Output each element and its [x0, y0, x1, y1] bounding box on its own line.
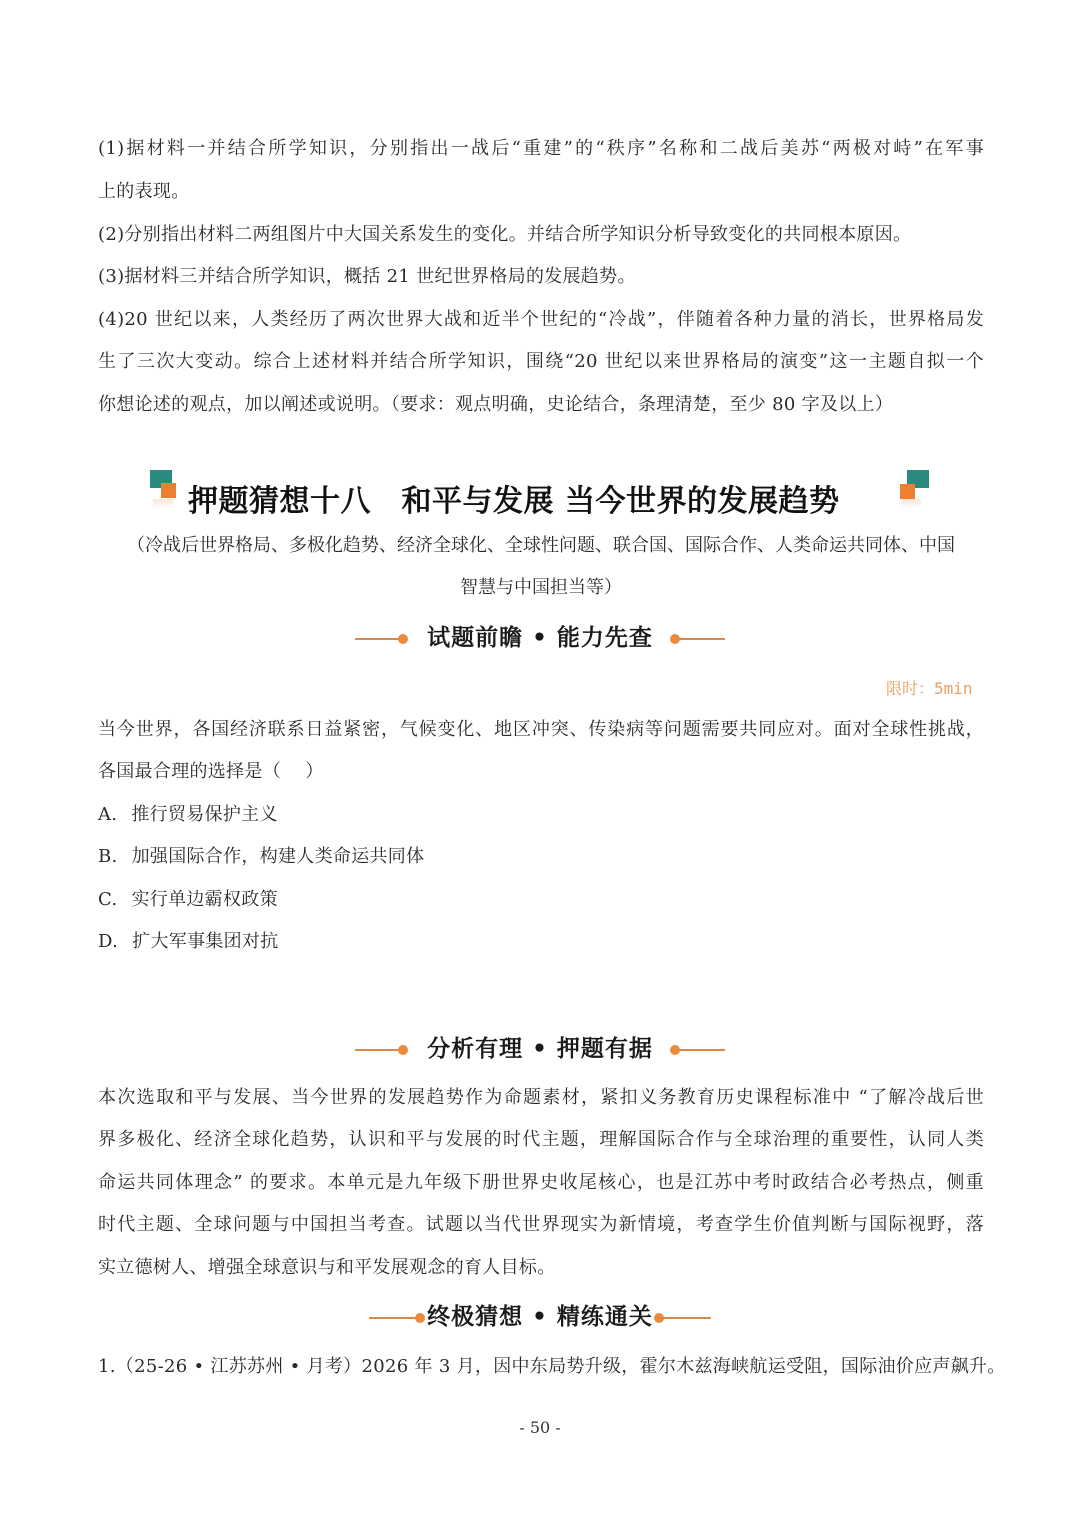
section-heading-preview — [0, 621, 1080, 657]
analysis-line-2: 界多极化、经济全球化趋势，认识和平与发展的时代主题，理解国际合作与全球治理的重要性，认同人类 — [98, 1129, 984, 1150]
preview-question-line-1: 当今世界，各国经济联系日益紧密，气候变化、地区冲突、传染病等问题需要共同应对。面对全球性挑战， — [98, 719, 984, 740]
topic-title-block — [0, 468, 1080, 524]
question-part-1-line-2: 上的表现。 — [98, 181, 190, 202]
question-part-4-line-1: (4)20 世纪以来，人类经历了两次世界大战和近半个世纪的“冷战”，伴随着各种力量的消长，世界格局发 — [98, 309, 984, 330]
decorative-line — [661, 1317, 711, 1319]
decorative-line — [677, 1049, 725, 1051]
topic-subtitle-line-1: （冷战后世界格局、多极化趋势、经济全球化、全球性问题、联合国、国际合作、人类命运共同体、中国 — [127, 535, 955, 556]
square-decoration-icon — [898, 470, 930, 510]
question-part-1-line-1: (1)据材料一并结合所学知识，分别指出一战后“重建”的“秩序”名称和二战后美苏“两极对峙”在军事 — [98, 138, 984, 159]
time-limit: 限时：5min — [886, 679, 973, 698]
option-label: B. — [98, 846, 118, 867]
analysis-line-4: 时代主题、全球问题与中国担当考查。试题以当代世界现实为新情境，考查学生价值判断与国际视野，落 — [98, 1214, 984, 1235]
section-heading-label: 试题前瞻 • 能力先查 — [427, 625, 653, 651]
preview-question-line-2: 各国最合理的选择是（ ） — [98, 761, 324, 782]
option-label: A. — [98, 804, 118, 825]
option-label: D. — [98, 931, 119, 952]
topic-title: 押题猜想十八 和平与发展 当今世界的发展趋势 — [188, 484, 840, 519]
option-text: 扩大军事集团对抗 — [132, 931, 279, 952]
option-b[interactable] — [98, 845, 424, 869]
option-a[interactable] — [98, 803, 278, 827]
final-question-1: 1.（25-26 • 江苏苏州 • 月考）2026 年 3 月，因中东局势升级，霍尔木兹海峡航运受阻，国际油价应声飙升。 — [98, 1356, 1006, 1377]
page-number: - 50 - — [519, 1418, 561, 1437]
square-decoration-icon — [150, 470, 182, 510]
section-heading-analysis — [0, 1032, 1080, 1068]
decorative-line — [677, 638, 725, 640]
option-label: C. — [98, 889, 118, 910]
analysis-line-5: 实立德树人、增强全球意识与和平发展观念的育人目标。 — [98, 1257, 556, 1278]
question-part-4-line-2: 生了三次大变动。综合上述材料并结合所学知识，围绕“20 世纪以来世界格局的演变”这一主题自拟一个 — [98, 351, 984, 372]
analysis-line-3: 命运共同体理念” 的要求。本单元是九年级下册世界史收尾核心，也是江苏中考时政结合必考热点，侧重 — [98, 1172, 984, 1193]
option-text: 推行贸易保护主义 — [131, 804, 278, 825]
section-heading-final — [0, 1300, 1080, 1336]
question-part-4-line-3: 你想论述的观点，加以阐述或说明。（要求：观点明确，史论结合，条理清楚，至少 80 字及以上） — [98, 394, 894, 415]
question-part-2: (2)分别指出材料二两组图片中大国关系发生的变化。并结合所学知识分析导致变化的共同根本原因。 — [98, 224, 912, 245]
option-c[interactable] — [98, 888, 278, 912]
section-heading-label: 分析有理 • 押题有据 — [427, 1036, 653, 1062]
analysis-line-1: 本次选取和平与发展、当今世界的发展趋势作为命题素材，紧扣义务教育历史课程标准中 “了解冷战后世 — [98, 1087, 984, 1108]
option-text: 加强国际合作，构建人类命运共同体 — [131, 846, 425, 867]
topic-subtitle-line-2: 智慧与中国担当等） — [460, 577, 622, 598]
option-d[interactable] — [98, 930, 279, 954]
section-heading-label: 终极猜想 • 精练通关 — [427, 1304, 653, 1330]
option-text: 实行单边霸权政策 — [131, 889, 278, 910]
question-part-3: (3)据材料三并结合所学知识，概括 21 世纪世界格局的发展趋势。 — [98, 266, 636, 287]
